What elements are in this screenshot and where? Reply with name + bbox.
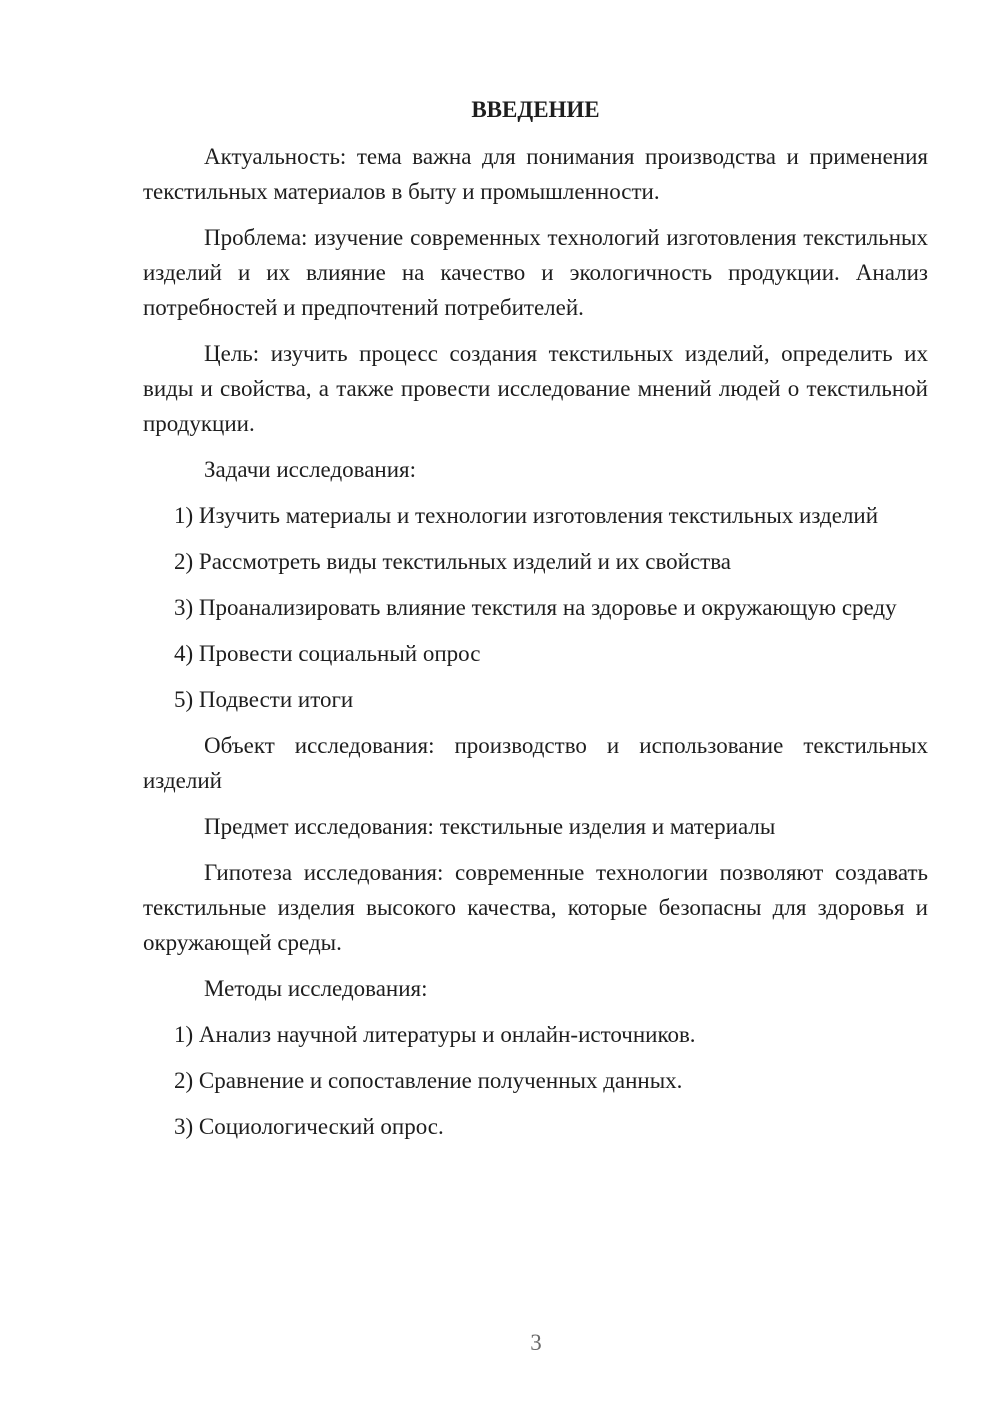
task-item: 3) Проанализировать влияние текстиля на здоровье и окружающую среду [174, 595, 897, 620]
method-item: 2) Сравнение и сопоставление полученных данных. [174, 1068, 683, 1093]
task-item: 5) Подвести итоги [174, 687, 354, 712]
task-item: 2) Рассмотреть виды текстильных изделий и их свойства [174, 549, 731, 574]
problem-paragraph: Проблема: изучение современных технологий изготовления текстильных изделий и их влияние на качество и экологичность продукции. Анализ потребностей и предпочтений потребителей. [143, 225, 928, 320]
methods-title: Методы исследования: [204, 976, 428, 1001]
method-item: 1) Анализ научной литературы и онлайн-источников. [174, 1022, 696, 1047]
relevance-paragraph: Актуальность: тема важна для понимания производства и применения текстильных материалов в быту и промышленности. [143, 144, 928, 204]
goal-paragraph: Цель: изучить процесс создания текстильных изделий, определить их виды и свойства, а также провести исследование мнений людей о текстильной продукции. [143, 341, 928, 436]
object-paragraph: Объект исследования: производство и использование текстильных изделий [143, 733, 928, 793]
hypothesis-paragraph: Гипотеза исследования: современные технологии позволяют создавать текстильные изделия высокого качества, которые безопасны для здоровья и окружающей среды. [143, 860, 928, 955]
method-item: 3) Социологический опрос. [174, 1114, 444, 1139]
tasks-title: Задачи исследования: [204, 457, 417, 482]
section-heading: ВВЕДЕНИЕ [471, 97, 600, 122]
document-page [143, 92, 928, 1155]
task-item: 1) Изучить материалы и технологии изготовления текстильных изделий [174, 503, 879, 528]
task-item: 4) Провести социальный опрос [174, 641, 481, 666]
subject-paragraph: Предмет исследования: текстильные изделия и материалы [204, 814, 776, 839]
page-number: 3 [530, 1330, 542, 1355]
